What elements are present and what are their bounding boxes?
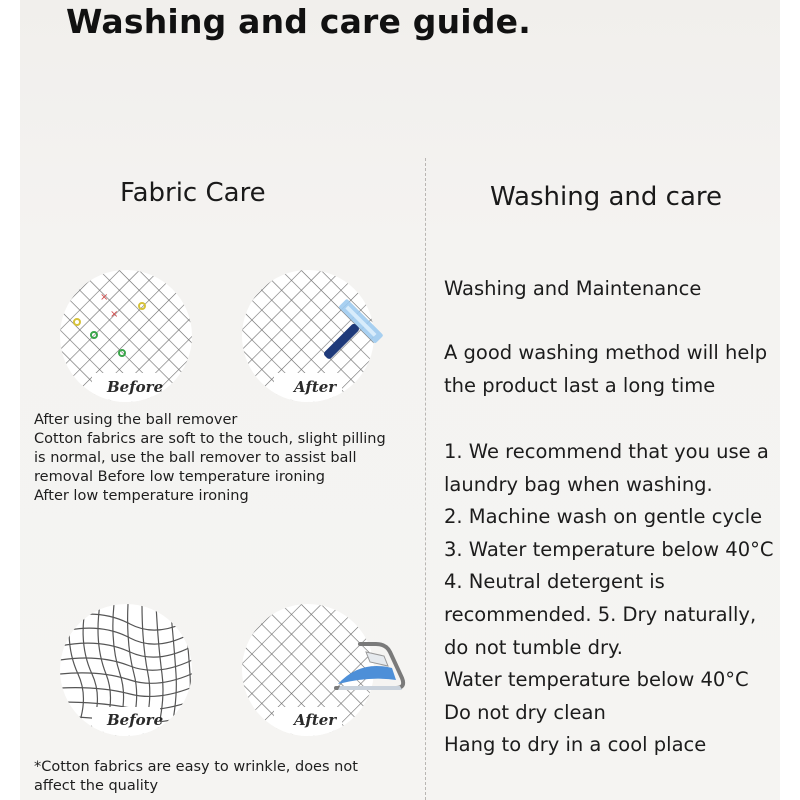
ball-remover-icon: [310, 286, 402, 372]
pilling-caption-line: After low temperature ironing: [34, 488, 249, 504]
instruction-line: 2. Machine wash on gentle cycle: [444, 505, 763, 529]
wrinkle-after-label: After: [294, 711, 337, 729]
instruction-line: 1. We recommend that you use a: [444, 440, 769, 463]
intro-line: A good washing method will help: [444, 341, 768, 364]
wrinkle-caption: [34, 758, 414, 796]
pilling-caption: [34, 411, 414, 506]
iron-icon: [330, 632, 410, 694]
washing-care-heading: Washing and care: [490, 182, 722, 212]
pilling-caption-line: After using the ball remover: [34, 412, 238, 428]
pilling-caption-line: Cotton fabrics are soft to the touch, slight pilling: [34, 431, 386, 447]
instruction-line: Hang to dry in a cool place: [444, 733, 707, 757]
page-title: Washing and care guide.: [66, 2, 531, 41]
svg-text:×: ×: [100, 292, 109, 303]
pilling-caption-line: removal Before low temperature ironing: [34, 469, 325, 485]
svg-text:×: ×: [110, 309, 119, 320]
instruction-line: recommended. 5. Dry naturally,: [444, 602, 757, 626]
intro-line: the product last a long time: [444, 374, 716, 397]
wrinkle-caption-line: affect the quality: [34, 778, 159, 794]
instruction-line: do not tumble dry.: [444, 635, 623, 659]
instruction-line: 4. Neutral detergent is: [444, 570, 665, 594]
instruction-line: laundry bag when washing.: [444, 472, 713, 496]
wrinkle-caption-line: *Cotton fabrics are easy to wrinkle, does not: [34, 759, 358, 775]
pilling-caption-line: is normal, use the ball remover to assist ball: [34, 450, 357, 466]
pilling-after-label: After: [294, 378, 337, 396]
care-instructions: [444, 436, 773, 762]
column-divider: [425, 158, 426, 800]
pilling-before-label: Before: [107, 378, 164, 396]
instruction-line: Do not dry clean: [444, 700, 606, 724]
washing-maintenance-subheading: Washing and Maintenance: [444, 277, 702, 300]
instruction-line: 3. Water temperature below 40°C: [444, 537, 774, 561]
wrinkle-before-label: Before: [107, 711, 164, 729]
fabric-care-heading: Fabric Care: [120, 178, 266, 208]
instruction-line: Water temperature below 40°C: [444, 668, 749, 692]
